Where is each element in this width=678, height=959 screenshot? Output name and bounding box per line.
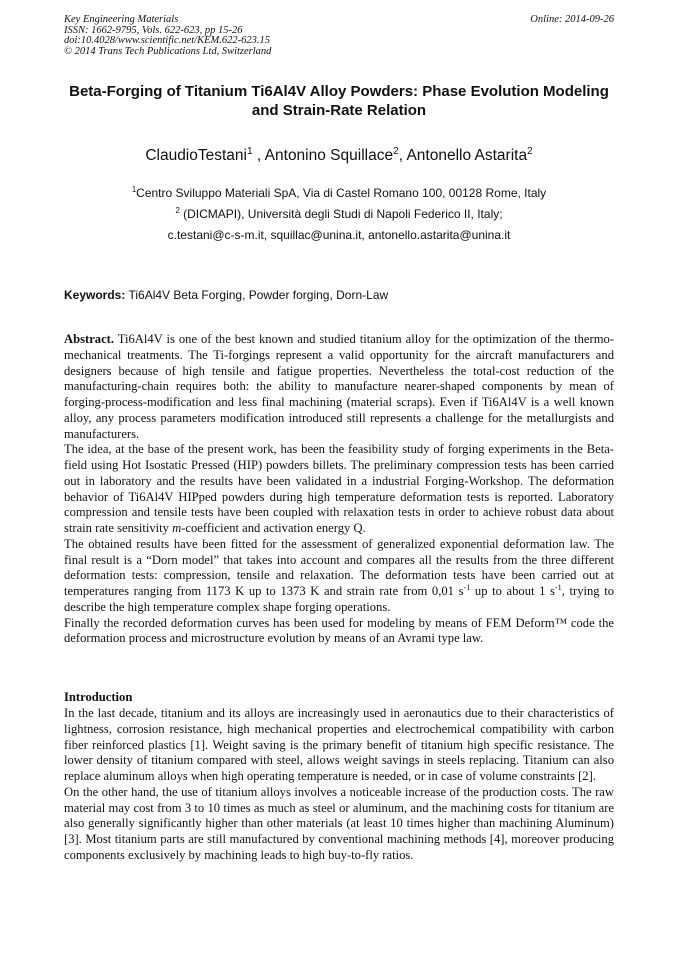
- abstract-text: The obtained results have been fitted for the assessment of generalized exponential deformation law. The final result is a “Dorn model” that takes into account and compares all the results from the three different deformation tests: compression, tensile and relaxation. The deformation tests have been carried out at temperatures ranging from 1173 K up to 1373 K and strain rate from 0,01 s: [64, 536, 614, 598]
- abstract-text: The idea, at the base of the present work, has been the feasibility study of forging experiments in the Beta-field using Hot Isostatic Pressed (HIP) powders billets. The preliminary compression tests has been carried out in laboratory and the results have been validated in a industrial Forging-Workshop. The deformation behavior of Ti6Al4V HIPped powders during high temperature deformation tests is reported. Laboratory compression and tensile tests have been coupled with relaxation tests in order to achieve robust data about strain rate sensitivity: [64, 442, 614, 535]
- journal-name: Key Engineering Materials: [64, 14, 179, 25]
- abstract-paragraph: Finally the recorded deformation curves has been used for modeling by means of FEM Deform™ code the deformation process and microstructure evolution by means of an Avrami type law.: [64, 615, 614, 646]
- abstract-paragraph: [64, 442, 614, 537]
- exponent: -1: [554, 582, 562, 592]
- author-name: , Antonello Astarita: [398, 147, 528, 164]
- abstract: [64, 332, 614, 647]
- affiliation-2: [64, 207, 614, 221]
- authors: [64, 147, 614, 165]
- abstract-label: Abstract.: [64, 332, 115, 346]
- affiliation-mark: 2: [175, 206, 180, 215]
- introduction-paragraph: In the last decade, titanium and its alloys are increasingly used in aeronautics due to their characteristics of lightness, corrosion resistance, high mechanical properties and electrochemical compatibility with carbon fiber reinforced plastics [1]. Weight saving is the primary benefit of titanium high specific resistance. The lower density of titanium compared with steel, allows weight savings in steels replacing. Titanium can also replace aluminum alloys when high operating temperature is needed, or in case of volume constraints [2].: [64, 706, 614, 783]
- affiliation-text: (DICMAPI), Università degli Studi di Napoli Federico II, Italy;: [179, 207, 503, 221]
- doi: doi:10.4028/www.scientific.net/KEM.622-623.15: [64, 35, 270, 46]
- abstract-text: Ti6Al4V is one of the best known and studied titanium alloy for the optimization of the thermo-mechanical treatments. The Ti-forgings represent a valid opportunity for the aircraft manufacturers and designers because of high tensile and fatigue properties. Nevertheless the total-cost reduction of the manufacturing-chain requires both: the ability to manufacture nearer-shaped components by mean of forging-process-modification and less final machining (material scraps). Even if Ti6Al4V is a well known alloy, any process parameters modification introduced still represents a challenge for the metallurgists and manufacturers.: [64, 332, 614, 441]
- introduction-paragraph: On the other hand, the use of titanium alloys involves a noticeable increase of the production costs. The raw material may cost from 3 to 10 times as much as steel or aluminum, and the machining costs for titanium are also generally significantly higher than other materials (at least 10 times higher than machining Aluminum) [3]. Most titanium parts are still manufactured by conventional machining methods [4], moreover producing components exclusively by machining leads to high buy-to-fly ratios.: [64, 784, 614, 862]
- affiliation-1: [64, 186, 614, 200]
- section-heading-introduction: Introduction: [64, 690, 133, 704]
- online-date: Online: 2014-09-26: [530, 14, 614, 25]
- paper-title: Beta-Forging of Titanium Ti6Al4V Alloy Powders: Phase Evolution Modeling and Strain-Rate Relation: [69, 83, 609, 119]
- copyright: © 2014 Trans Tech Publications Ltd, Switzerland: [64, 45, 272, 57]
- keywords-text: Ti6Al4V Beta Forging, Powder forging, Dorn-Law: [125, 288, 389, 302]
- keywords: [64, 288, 388, 302]
- abstract-text: m: [172, 521, 182, 535]
- author-affiliation-mark: 2: [527, 145, 533, 157]
- author-name: , Antonino Squillace: [252, 147, 394, 164]
- keywords-label: Keywords:: [64, 288, 126, 302]
- author-affiliation-mark: 1: [247, 145, 253, 157]
- exponent: -1: [463, 582, 471, 592]
- author-emails: c.testani@c-s-m.it, squillac@unina.it, antonello.astarita@unina.it: [167, 228, 511, 242]
- affiliation-mark: 1: [131, 185, 137, 194]
- abstract-paragraph: [64, 332, 614, 442]
- abstract-text: , trying to describe the high temperature complex shape forging operations.: [64, 584, 614, 614]
- introduction: [64, 706, 614, 864]
- abstract-text: -coefficient and activation energy Q.: [181, 521, 366, 535]
- issn: ISSN: 1662-9795, Vols. 622-623, pp 15-26: [64, 24, 243, 36]
- author-affiliation-mark: 2: [393, 145, 399, 157]
- journal-header: [64, 15, 271, 57]
- abstract-paragraph: [64, 537, 614, 616]
- affiliation-text: Centro Sviluppo Materiali SpA, Via di Castel Romano 100, 00128 Rome, Italy: [136, 186, 547, 200]
- abstract-text: up to about 1 s: [470, 584, 555, 598]
- author-name: ClaudioTestani: [145, 147, 247, 164]
